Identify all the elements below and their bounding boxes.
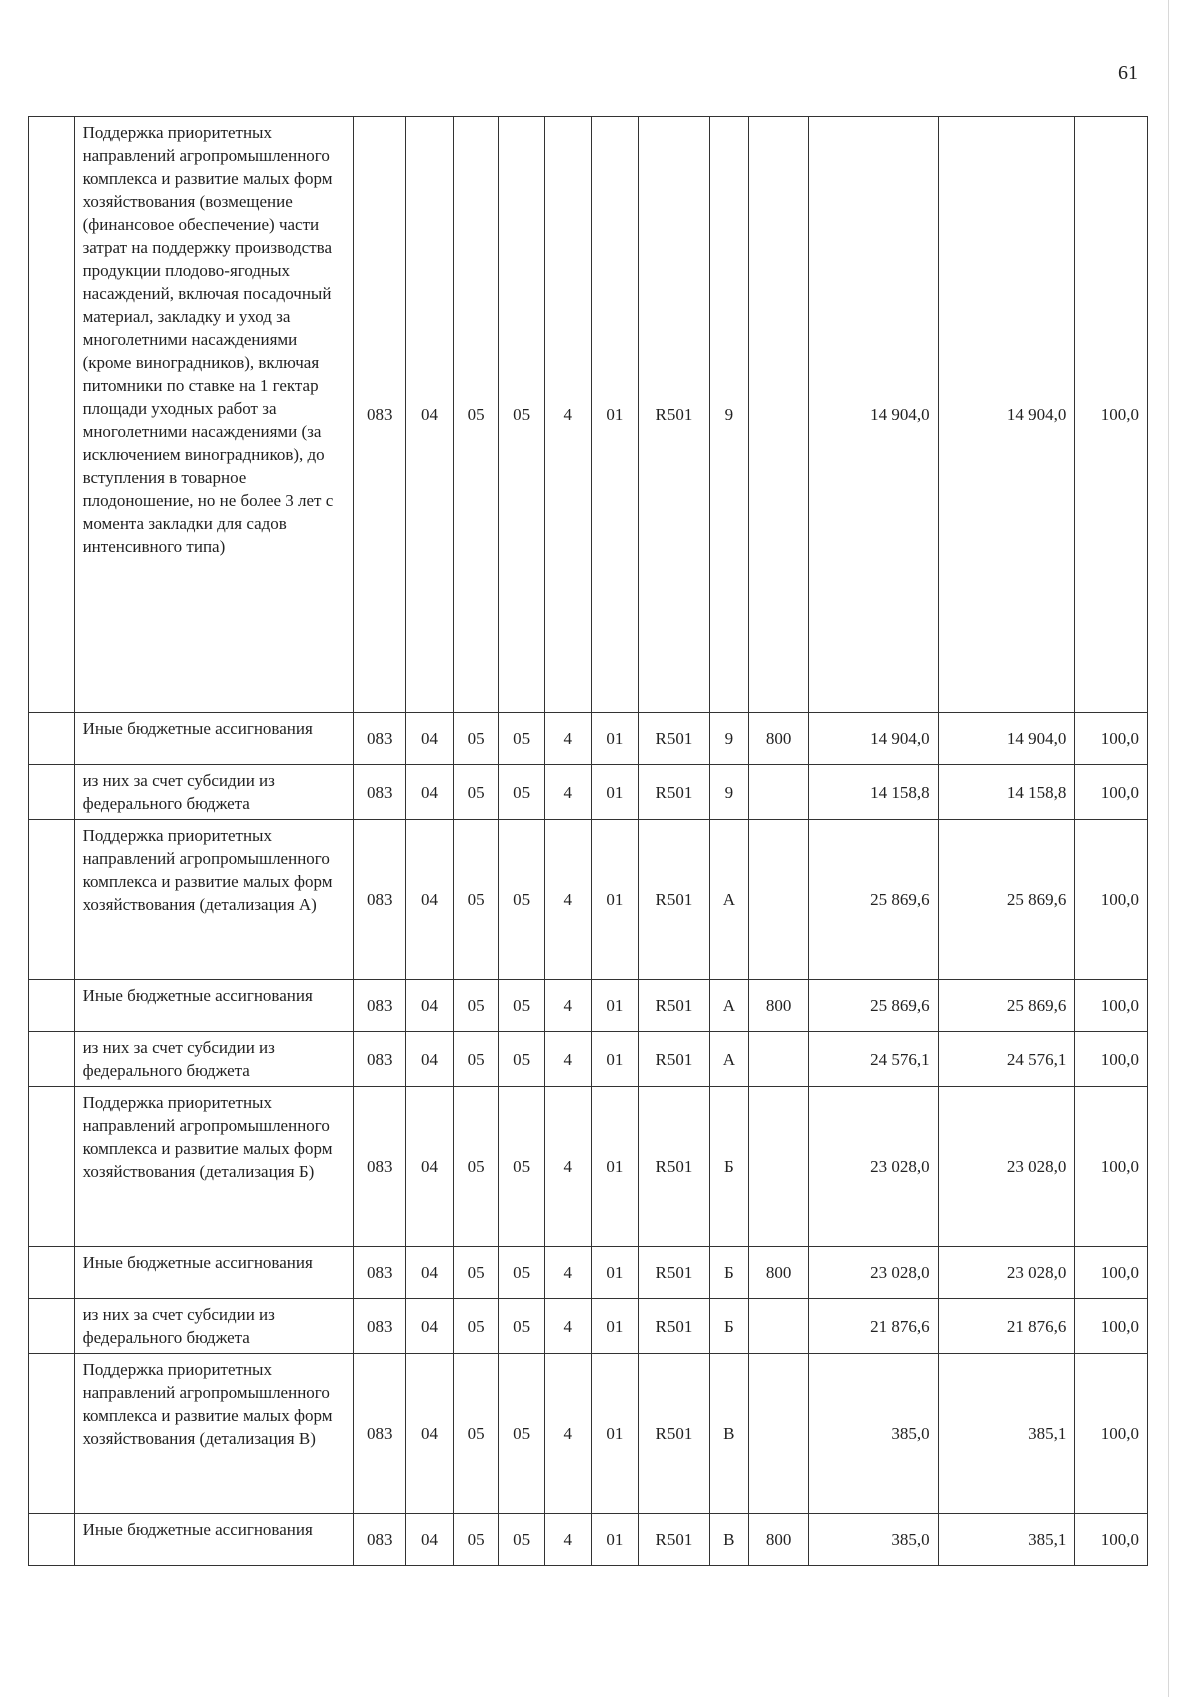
code-direction: R501 [639, 1247, 709, 1299]
code-subprogram: 4 [544, 765, 591, 820]
code-subsection: 05 [453, 713, 499, 765]
page-number: 61 [1118, 62, 1138, 84]
code-detail: 9 [709, 713, 748, 765]
code-program: 05 [499, 1032, 545, 1087]
code-section: 04 [406, 1087, 454, 1247]
row-number-cell [29, 713, 75, 765]
code-subprogram: 4 [544, 1087, 591, 1247]
code-expense-type [749, 1087, 809, 1247]
code-program: 05 [499, 1087, 545, 1247]
percent-executed: 100,0 [1075, 765, 1148, 820]
row-number-cell [29, 980, 75, 1032]
code-detail: В [709, 1514, 748, 1566]
percent-executed: 100,0 [1075, 1354, 1148, 1514]
amount-plan: 23 028,0 [809, 1087, 939, 1247]
code-event: 01 [591, 1299, 639, 1354]
code-expense-type [749, 765, 809, 820]
percent-executed: 100,0 [1075, 1087, 1148, 1247]
code-section: 04 [406, 765, 454, 820]
code-event: 01 [591, 765, 639, 820]
row-description: Иные бюджетные ассигнования [74, 713, 354, 765]
code-direction: R501 [639, 117, 709, 713]
row-number-cell [29, 1354, 75, 1514]
code-ministry: 083 [354, 980, 406, 1032]
code-ministry: 083 [354, 1514, 406, 1566]
code-detail: А [709, 1032, 748, 1087]
code-program: 05 [499, 1514, 545, 1566]
code-event: 01 [591, 1087, 639, 1247]
code-direction: R501 [639, 713, 709, 765]
code-expense-type: 800 [749, 980, 809, 1032]
code-event: 01 [591, 1354, 639, 1514]
code-subsection: 05 [453, 1354, 499, 1514]
row-description: Поддержка приоритетных направлений агропромышленного комплекса и развитие малых форм хозяйствования (детализация Б) [74, 1087, 354, 1247]
amount-fact: 21 876,6 [938, 1299, 1075, 1354]
code-ministry: 083 [354, 713, 406, 765]
row-description: Поддержка приоритетных направлений агропромышленного комплекса и развитие малых форм хозяйствования (возмещение (финансовое обеспечение) части затрат на поддержку производства продукции плодово-ягодных насаждений, включая посадочный материал, закладку и уход за многолетними насаждениями (кроме виноградников), включая питомники по ставке на 1 гектар площади уходных работ за многолетними насаждениями (за исключением виноградников), до вступления в товарное плодоношение, но не более 3 лет с момента закладки для садов интенсивного типа) [74, 117, 354, 713]
percent-executed: 100,0 [1075, 1514, 1148, 1566]
code-ministry: 083 [354, 1299, 406, 1354]
code-ministry: 083 [354, 1354, 406, 1514]
code-ministry: 083 [354, 820, 406, 980]
amount-plan: 21 876,6 [809, 1299, 939, 1354]
row-description: из них за счет субсидии из федерального бюджета [74, 765, 354, 820]
row-number-cell [29, 1087, 75, 1247]
code-section: 04 [406, 117, 454, 713]
code-subprogram: 4 [544, 1032, 591, 1087]
percent-executed: 100,0 [1075, 1247, 1148, 1299]
row-number-cell [29, 1514, 75, 1566]
code-subsection: 05 [453, 765, 499, 820]
amount-fact: 23 028,0 [938, 1087, 1075, 1247]
code-direction: R501 [639, 765, 709, 820]
amount-plan: 23 028,0 [809, 1247, 939, 1299]
row-number-cell [29, 820, 75, 980]
code-expense-type [749, 1032, 809, 1087]
code-expense-type [749, 117, 809, 713]
budget-table [28, 116, 1148, 1566]
percent-executed: 100,0 [1075, 117, 1148, 713]
row-description: Иные бюджетные ассигнования [74, 1247, 354, 1299]
code-subsection: 05 [453, 1299, 499, 1354]
code-subprogram: 4 [544, 713, 591, 765]
code-program: 05 [499, 1247, 545, 1299]
code-ministry: 083 [354, 1247, 406, 1299]
code-detail: А [709, 820, 748, 980]
code-event: 01 [591, 1247, 639, 1299]
row-description: Поддержка приоритетных направлений агропромышленного комплекса и развитие малых форм хозяйствования (детализация А) [74, 820, 354, 980]
code-detail: Б [709, 1087, 748, 1247]
amount-fact: 24 576,1 [938, 1032, 1075, 1087]
amount-fact: 23 028,0 [938, 1247, 1075, 1299]
amount-plan: 14 904,0 [809, 713, 939, 765]
code-direction: R501 [639, 1514, 709, 1566]
code-event: 01 [591, 820, 639, 980]
table-row [29, 1032, 1148, 1087]
code-program: 05 [499, 1299, 545, 1354]
code-subprogram: 4 [544, 1354, 591, 1514]
code-program: 05 [499, 765, 545, 820]
table-body [29, 117, 1148, 1566]
row-description: из них за счет субсидии из федерального бюджета [74, 1032, 354, 1087]
table-row [29, 820, 1148, 980]
table-row [29, 765, 1148, 820]
code-ministry: 083 [354, 1032, 406, 1087]
code-event: 01 [591, 1514, 639, 1566]
code-expense-type [749, 1299, 809, 1354]
code-event: 01 [591, 1032, 639, 1087]
code-program: 05 [499, 117, 545, 713]
amount-fact: 14 158,8 [938, 765, 1075, 820]
amount-plan: 14 158,8 [809, 765, 939, 820]
code-section: 04 [406, 1032, 454, 1087]
code-direction: R501 [639, 1299, 709, 1354]
code-section: 04 [406, 713, 454, 765]
table-row [29, 1247, 1148, 1299]
code-detail: 9 [709, 765, 748, 820]
table-row [29, 713, 1148, 765]
code-subprogram: 4 [544, 1299, 591, 1354]
amount-plan: 385,0 [809, 1354, 939, 1514]
code-direction: R501 [639, 1354, 709, 1514]
row-number-cell [29, 117, 75, 713]
code-expense-type [749, 1354, 809, 1514]
code-section: 04 [406, 1299, 454, 1354]
scan-edge-line [1168, 0, 1169, 1697]
percent-executed: 100,0 [1075, 1299, 1148, 1354]
code-ministry: 083 [354, 765, 406, 820]
percent-executed: 100,0 [1075, 980, 1148, 1032]
code-program: 05 [499, 820, 545, 980]
code-direction: R501 [639, 980, 709, 1032]
code-direction: R501 [639, 1032, 709, 1087]
row-description: Поддержка приоритетных направлений агропромышленного комплекса и развитие малых форм хозяйствования (детализация В) [74, 1354, 354, 1514]
amount-plan: 385,0 [809, 1514, 939, 1566]
code-ministry: 083 [354, 117, 406, 713]
code-subsection: 05 [453, 980, 499, 1032]
code-direction: R501 [639, 820, 709, 980]
amount-plan: 14 904,0 [809, 117, 939, 713]
amount-plan: 24 576,1 [809, 1032, 939, 1087]
code-detail: Б [709, 1299, 748, 1354]
code-section: 04 [406, 820, 454, 980]
amount-fact: 25 869,6 [938, 820, 1075, 980]
code-event: 01 [591, 980, 639, 1032]
row-description: из них за счет субсидии из федерального бюджета [74, 1299, 354, 1354]
row-description: Иные бюджетные ассигнования [74, 1514, 354, 1566]
code-event: 01 [591, 117, 639, 713]
table-row [29, 1514, 1148, 1566]
code-detail: А [709, 980, 748, 1032]
amount-fact: 14 904,0 [938, 713, 1075, 765]
row-description: Иные бюджетные ассигнования [74, 980, 354, 1032]
row-number-cell [29, 1299, 75, 1354]
code-event: 01 [591, 713, 639, 765]
amount-fact: 14 904,0 [938, 117, 1075, 713]
code-detail: Б [709, 1247, 748, 1299]
table-row [29, 980, 1148, 1032]
row-number-cell [29, 1247, 75, 1299]
code-section: 04 [406, 1354, 454, 1514]
code-subprogram: 4 [544, 820, 591, 980]
code-expense-type: 800 [749, 1247, 809, 1299]
code-section: 04 [406, 980, 454, 1032]
amount-fact: 385,1 [938, 1354, 1075, 1514]
row-number-cell [29, 765, 75, 820]
amount-fact: 385,1 [938, 1514, 1075, 1566]
code-section: 04 [406, 1247, 454, 1299]
code-subsection: 05 [453, 820, 499, 980]
row-number-cell [29, 1032, 75, 1087]
code-subsection: 05 [453, 1087, 499, 1247]
percent-executed: 100,0 [1075, 820, 1148, 980]
code-subsection: 05 [453, 1247, 499, 1299]
code-direction: R501 [639, 1087, 709, 1247]
amount-fact: 25 869,6 [938, 980, 1075, 1032]
code-program: 05 [499, 713, 545, 765]
code-section: 04 [406, 1514, 454, 1566]
amount-plan: 25 869,6 [809, 980, 939, 1032]
code-subprogram: 4 [544, 1247, 591, 1299]
code-detail: В [709, 1354, 748, 1514]
percent-executed: 100,0 [1075, 1032, 1148, 1087]
code-subprogram: 4 [544, 980, 591, 1032]
table-row [29, 117, 1148, 713]
code-program: 05 [499, 980, 545, 1032]
table-row [29, 1299, 1148, 1354]
code-subsection: 05 [453, 117, 499, 713]
code-subsection: 05 [453, 1514, 499, 1566]
table-row [29, 1087, 1148, 1247]
code-ministry: 083 [354, 1087, 406, 1247]
code-subsection: 05 [453, 1032, 499, 1087]
code-expense-type: 800 [749, 1514, 809, 1566]
code-expense-type [749, 820, 809, 980]
code-program: 05 [499, 1354, 545, 1514]
code-detail: 9 [709, 117, 748, 713]
percent-executed: 100,0 [1075, 713, 1148, 765]
amount-plan: 25 869,6 [809, 820, 939, 980]
code-subprogram: 4 [544, 1514, 591, 1566]
code-subprogram: 4 [544, 117, 591, 713]
table-row [29, 1354, 1148, 1514]
code-expense-type: 800 [749, 713, 809, 765]
